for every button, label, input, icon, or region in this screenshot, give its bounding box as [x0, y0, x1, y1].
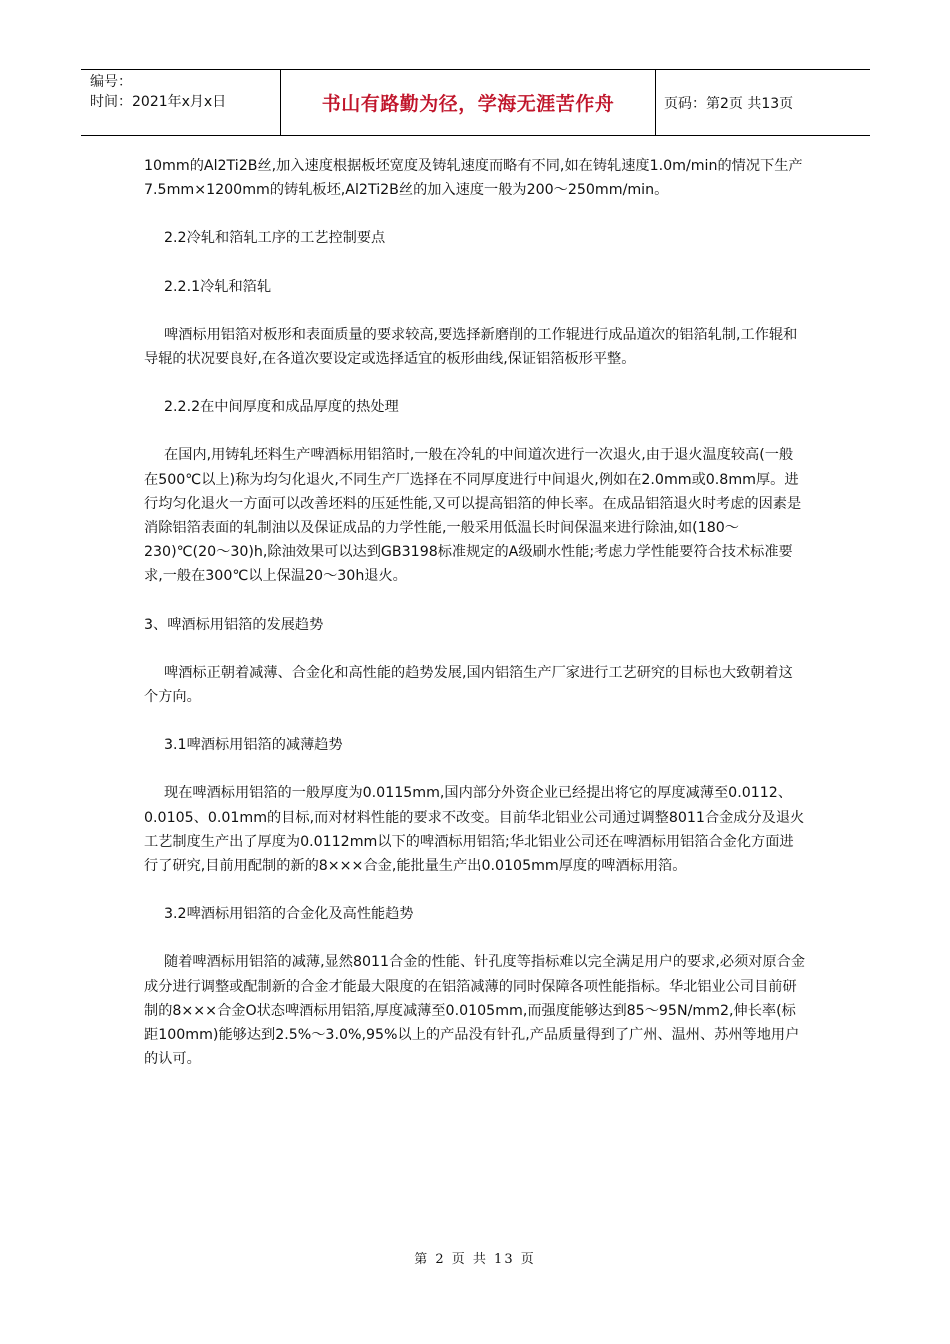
paragraph: 3、啤酒标用铝箔的发展趋势: [144, 616, 324, 633]
paragraph: 在国内,用铸轧坯料生产啤酒标用铝箔时,一般在冷轧的中间道次进行一次退火,由于退火温度较高(一般在500℃以上)称为均匀化退火,不同生产厂选择在不同厚度进行中间退火,例如在2.0mm或0.8mm厚。进行均匀化退火一方面可以改善坯料的压延性能,又可以提高铝箔的伸长率。在成品铝箔退火时考虑的因素是消除铝箔表面的轧制油以及保证成品的力学性能,一般采用低温长时间保温来进行除油,如(180～230)℃(20～30)h,除油效果可以达到GB3198标准规定的A级刷水性能;考虑力学性能要符合技术标准要求,一般在300℃以上保温20～30h退火。: [144, 447, 802, 585]
document-body: [144, 154, 806, 1095]
page-footer: 第 2 页 共 13 页: [414, 1252, 536, 1267]
paragraph: 2.2.1冷轧和箔轧: [164, 278, 272, 295]
paragraph: 2.2冷轧和箔轧工序的工艺控制要点: [164, 230, 386, 247]
paragraph: 2.2.2在中间厚度和成品厚度的热处理: [164, 399, 399, 416]
paragraph: 啤酒标用铝箔对板形和表面质量的要求较高,要选择新磨削的工作辊进行成品道次的铝箔轧制,工作辊和导辊的状况要良好,在各道次要设定或选择适宜的板形曲线,保证铝箔板形平整。: [144, 326, 798, 368]
header-page-info: 页码：第2页 共13页: [664, 95, 794, 112]
header-motto: 书山有路勤为径，学海无涯苦作舟: [281, 70, 656, 135]
number-label: 编号：: [90, 74, 132, 90]
header-meta: [81, 70, 281, 135]
paragraph: 3.1啤酒标用铝箔的减薄趋势: [164, 737, 343, 754]
date-label: 时间：2021年x月x日: [90, 94, 227, 110]
page-header: [81, 69, 870, 136]
paragraph: 现在啤酒标用铝箔的一般厚度为0.0115mm,国内部分外资企业已经提出将它的厚度减薄至0.0112、0.0105、0.01mm的目标,而对材料性能的要求不改变。目前华北铝业公司通过调整8011合金成分及退火工艺制度生产出了厚度为0.0112mm以下的啤酒标用铝箔;华北铝业公司还在啤酒标用铝箔合金化方面进行了研究,目前用配制的新的8×××合金,能批量生产出0.0105mm厚度的啤酒标用箔。: [144, 785, 805, 875]
paragraph: 啤酒标正朝着减薄、合金化和高性能的趋势发展,国内铝箔生产厂家进行工艺研究的目标也大致朝着这个方向。: [144, 664, 793, 706]
paragraph: 随着啤酒标用铝箔的减薄,显然8011合金的性能、针孔度等指标难以完全满足用户的要求,必须对原合金成分进行调整或配制新的合金才能最大限度的在铝箔减薄的同时保障各项性能指标。华北铝业公司目前研制的8×××合金O状态啤酒标用铝箔,厚度减薄至0.0105mm,而强度能够达到85～95N/mm2,伸长率(标距100mm)能够达到2.5%～3.0%,95%以上的产品没有针孔,产品质量得到了广州、温州、苏州等地用户的认可。: [144, 954, 806, 1068]
paragraph: 10mm的Al2Ti2B丝,加入速度根据板坯宽度及铸轧速度而略有不同,如在铸轧速度1.0m/min的情况下生产7.5mm×1200mm的铸轧板坯,Al2Ti2B丝的加入速度一般为200～250mm/min。: [144, 158, 803, 199]
paragraph: 3.2啤酒标用铝箔的合金化及高性能趋势: [164, 906, 414, 923]
